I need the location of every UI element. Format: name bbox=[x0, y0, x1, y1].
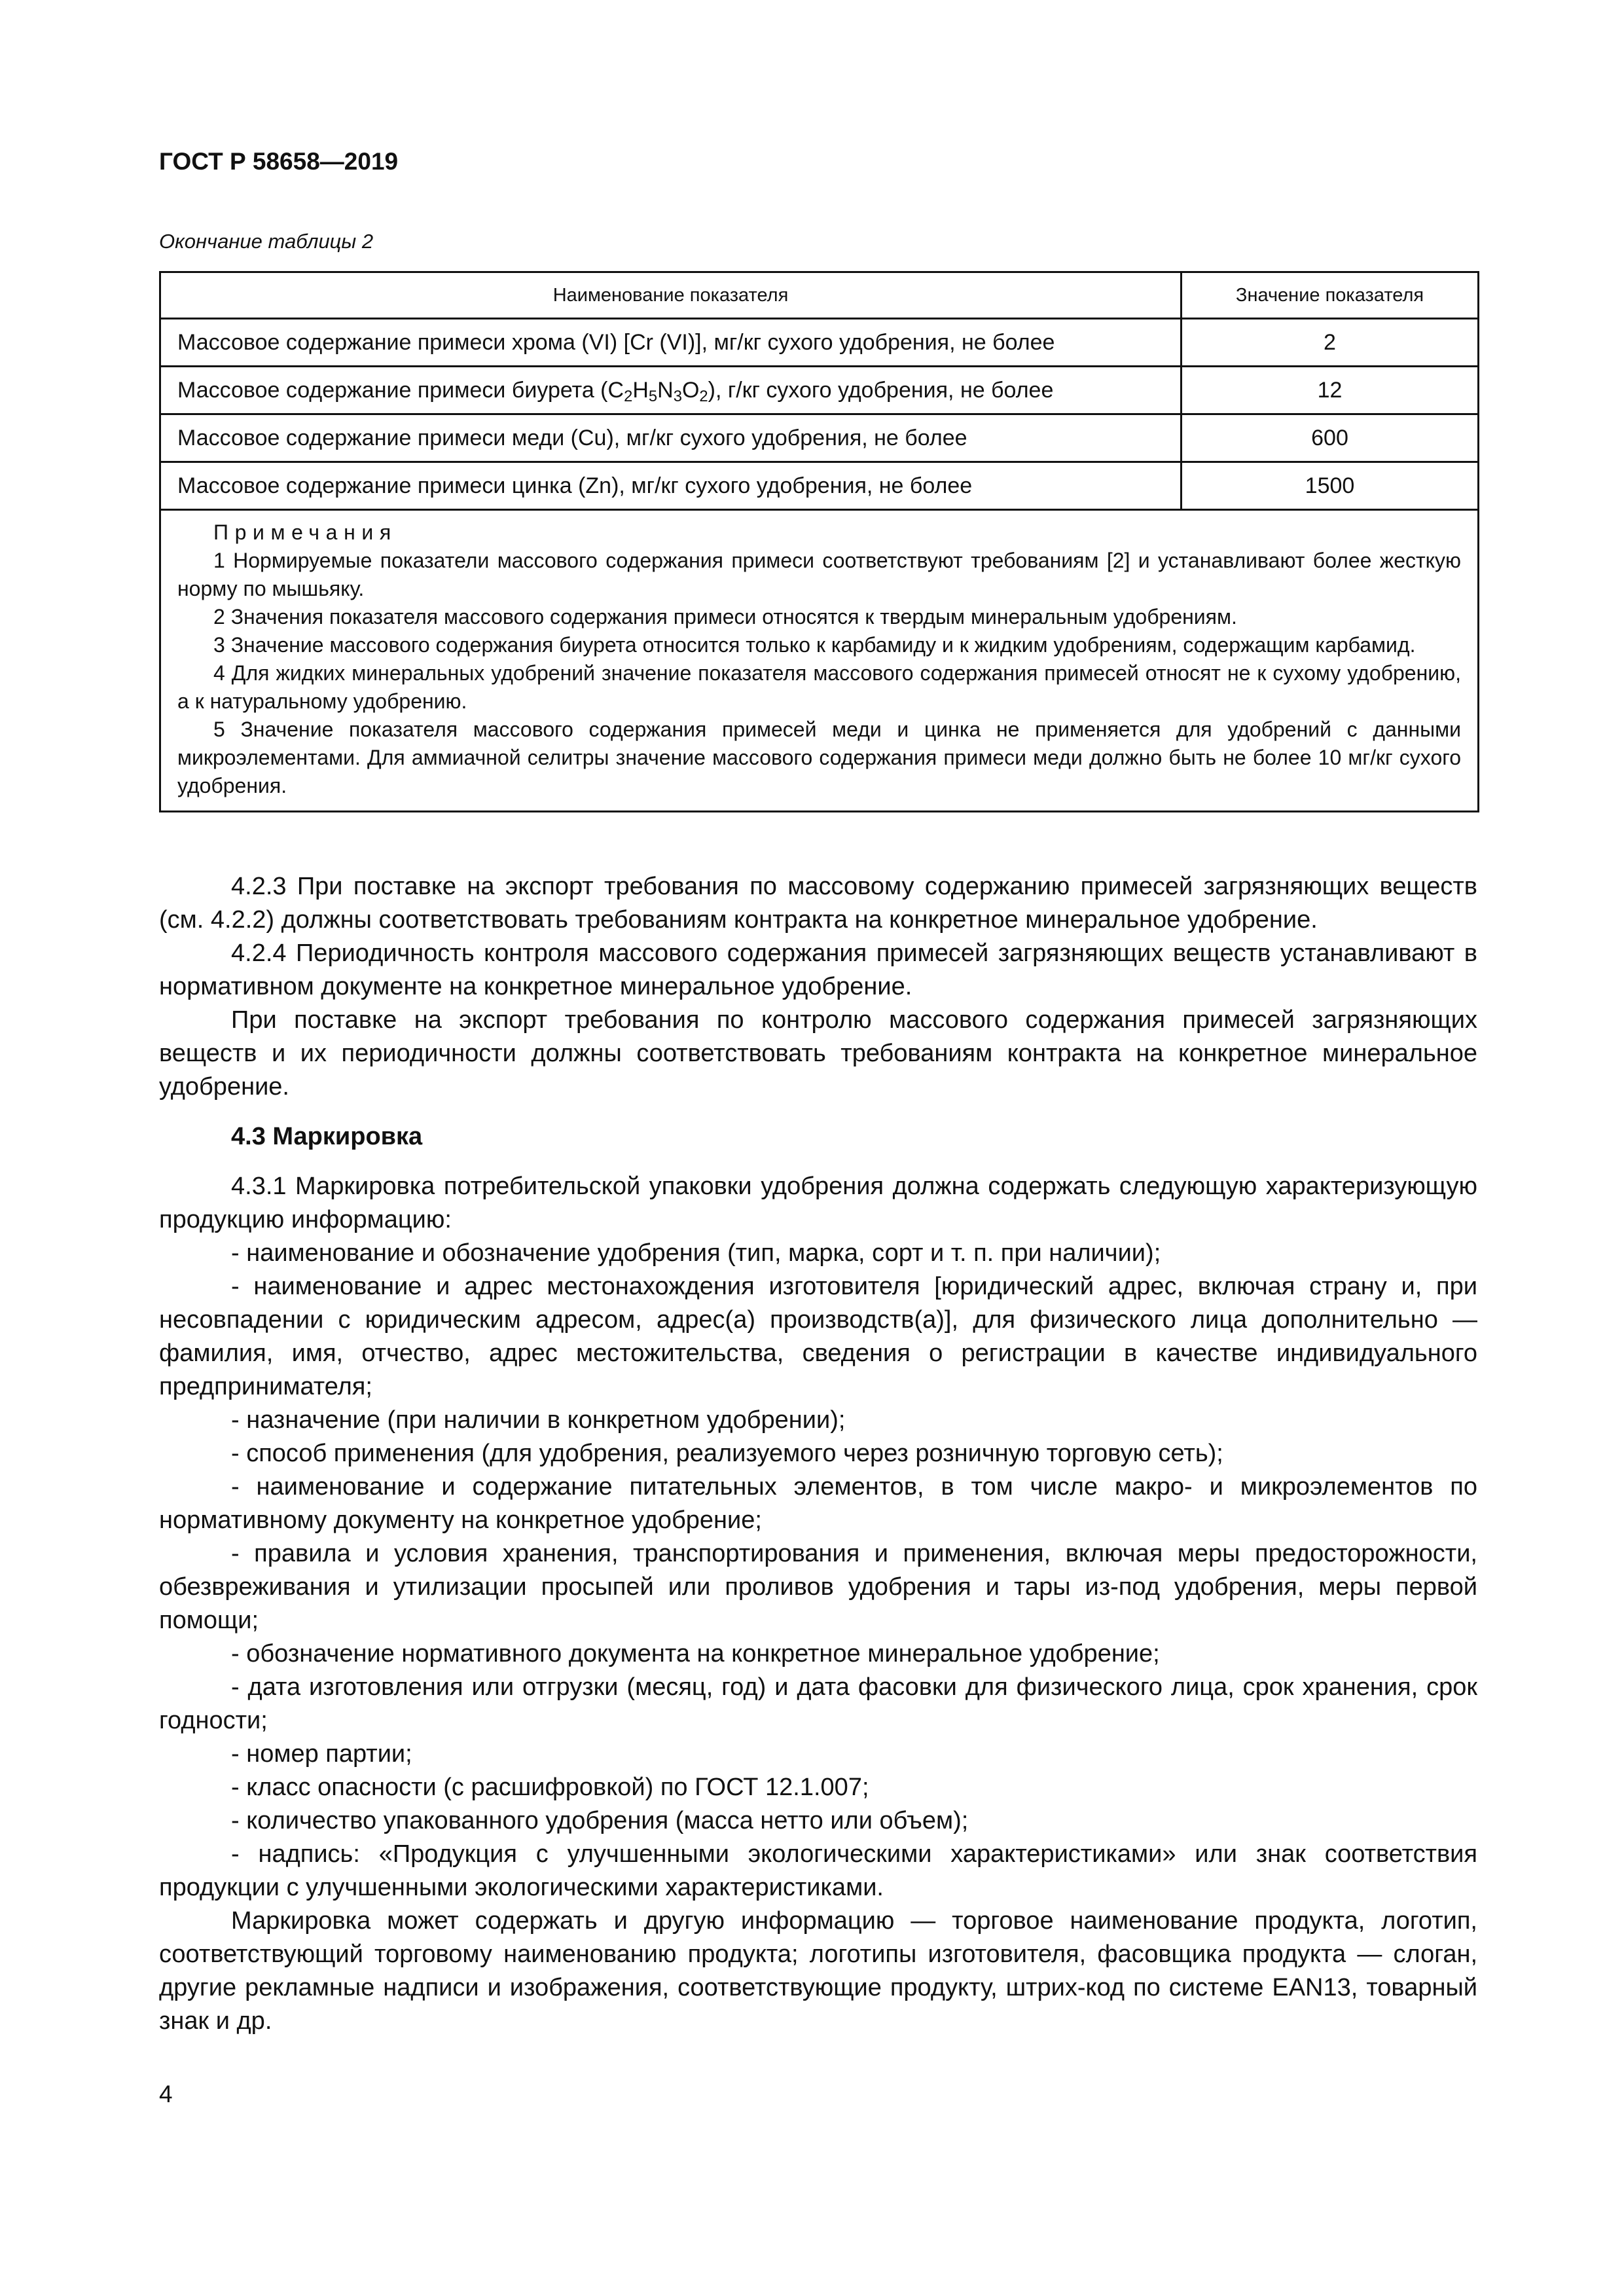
list-item: - обозначение нормативного документа на конкретное минеральное удобрение; bbox=[231, 1640, 1160, 1667]
note-5: 5 Значение показателя массового содержания примесей меди и цинка не применяется для удобрений с данными микроэлементами. Для аммиачной селитры значение массового содержания примеси меди должно быть не более 10 мг/кг сухого удобрения. bbox=[177, 718, 1461, 797]
table-row bbox=[160, 462, 1479, 510]
table-row bbox=[160, 367, 1479, 414]
note-1: 1 Нормируемые показатели массового содержания примеси соответствуют требованиям [2] и устанавливают более жесткую норму по мышьяку. bbox=[177, 549, 1461, 600]
paragraph-4-2-4: 4.2.4 Периодичность контроля массового содержания примесей загрязняющих веществ устанавливают в нормативном документе на конкретное минеральное удобрение. bbox=[159, 939, 1477, 1000]
table-notes bbox=[160, 510, 1479, 812]
note-2: 2 Значения показателя массового содержания примеси относятся к твердым минеральным удобрениям. bbox=[213, 605, 1237, 629]
paragraph-export: При поставке на экспорт требования по контролю массового содержания примесей загрязняющих веществ и их периодичности должны соответствовать требованиям контракта на конкретное минеральное удобрение. bbox=[159, 1006, 1477, 1101]
row-value-chromium: 2 bbox=[1182, 319, 1479, 367]
paragraph-4-2-3: 4.2.3 При поставке на экспорт требования по массовому содержанию примесей загрязняющих веществ (см. 4.2.2) должны соответствовать требованиям контракта на конкретное минеральное удобрение. bbox=[159, 873, 1477, 934]
table-row bbox=[160, 414, 1479, 462]
row-value-biuret: 12 bbox=[1182, 367, 1479, 414]
list-item: - наименование и адрес местонахождения изготовителя [юридический адрес, включая страну и, при несовпадении с юридическим адресом, адрес(а) производств(а)], для физического лица дополнительно — фамилия, имя, отчество, адрес местожительства, сведения о регистрации в качестве индивидуального предпринимателя; bbox=[159, 1273, 1477, 1400]
list-item: - дата изготовления или отгрузки (месяц, год) и дата фасовки для физического лица, срок хранения, срок годности; bbox=[159, 1673, 1477, 1734]
row-name-copper: Массовое содержание примеси меди (Cu), мг/кг сухого удобрения, не более bbox=[160, 414, 1182, 462]
table-row bbox=[160, 319, 1479, 367]
column-header-value: Значение показателя bbox=[1182, 272, 1479, 319]
list-item: - количество упакованного удобрения (масса нетто или объем); bbox=[231, 1807, 969, 1834]
list-item: - правила и условия хранения, транспортирования и применения, включая меры предосторожности, обезвреживания и утилизации просыпей или проливов удобрения и тары из-под удобрения, меры первой помощи; bbox=[159, 1540, 1477, 1634]
row-name-chromium: Массовое содержание примеси хрома (VI) [Cr (VI)], мг/кг сухого удобрения, не более bbox=[160, 319, 1182, 367]
note-4: 4 Для жидких минеральных удобрений значение показателя массового содержания примесей относят не к сухому удобрению, а к натуральному удобрению. bbox=[177, 661, 1461, 713]
list-item: - наименование и обозначение удобрения (тип, марка, сорт и т. п. при наличии); bbox=[231, 1239, 1161, 1267]
section-heading-4-3: 4.3 Маркировка bbox=[231, 1123, 423, 1150]
table-header-row bbox=[160, 272, 1479, 319]
list-item: - наименование и содержание питательных элементов, в том числе макро- и микроэлементов по нормативному документу на конкретное удобрение; bbox=[159, 1473, 1477, 1534]
list-item: - класс опасности (с расшифровкой) по ГОСТ 12.1.007; bbox=[231, 1774, 869, 1801]
list-item: - надпись: «Продукция с улучшенными экологическими характеристиками» или знак соответствия продукции с улучшенными экологическими характеристиками. bbox=[159, 1840, 1477, 1901]
row-name-zinc: Массовое содержание примеси цинка (Zn), мг/кг сухого удобрения, не более bbox=[160, 462, 1182, 510]
row-value-copper: 600 bbox=[1182, 414, 1479, 462]
row-name-biuret: Массовое содержание примеси биурета $(C_2H_5N_3O_2)$, г/кг сухого удобрения, не более bbox=[160, 367, 1182, 414]
document-code: ГОСТ Р 58658—2019 bbox=[159, 148, 399, 175]
note-3: 3 Значение массового содержания биурета относится только к карбамиду и к жидким удобрениям, содержащим карбамид. bbox=[213, 633, 1416, 657]
indicator-table bbox=[159, 271, 1479, 812]
table-caption: Окончание таблицы 2 bbox=[159, 230, 374, 253]
paragraph-final: Маркировка может содержать и другую информацию — торговое наименование продукта, логотип, соответствующий торговому наименованию продукта; логотипы изготовителя, фасовщика продукта — слоган, другие рекламные надписи и изображения, соответствующие продукту, штрих-код по системе EAN13, товарный знак и др. bbox=[159, 1907, 1477, 2035]
list-item: - способ применения (для удобрения, реализуемого через розничную торговую сеть); bbox=[231, 1440, 1223, 1467]
table-notes-row bbox=[160, 510, 1479, 812]
row-value-zinc: 1500 bbox=[1182, 462, 1479, 510]
list-item: - назначение (при наличии в конкретном удобрении); bbox=[231, 1406, 846, 1434]
notes-title: Примечания bbox=[213, 520, 397, 544]
document-body bbox=[159, 870, 1477, 2038]
column-header-name: Наименование показателя bbox=[160, 272, 1182, 319]
paragraph-4-3-1: 4.3.1 Маркировка потребительской упаковки удобрения должна содержать следующую характеризующую продукцию информацию: bbox=[159, 1173, 1477, 1233]
page-number: 4 bbox=[159, 2081, 173, 2107]
list-item: - номер партии; bbox=[231, 1740, 412, 1768]
